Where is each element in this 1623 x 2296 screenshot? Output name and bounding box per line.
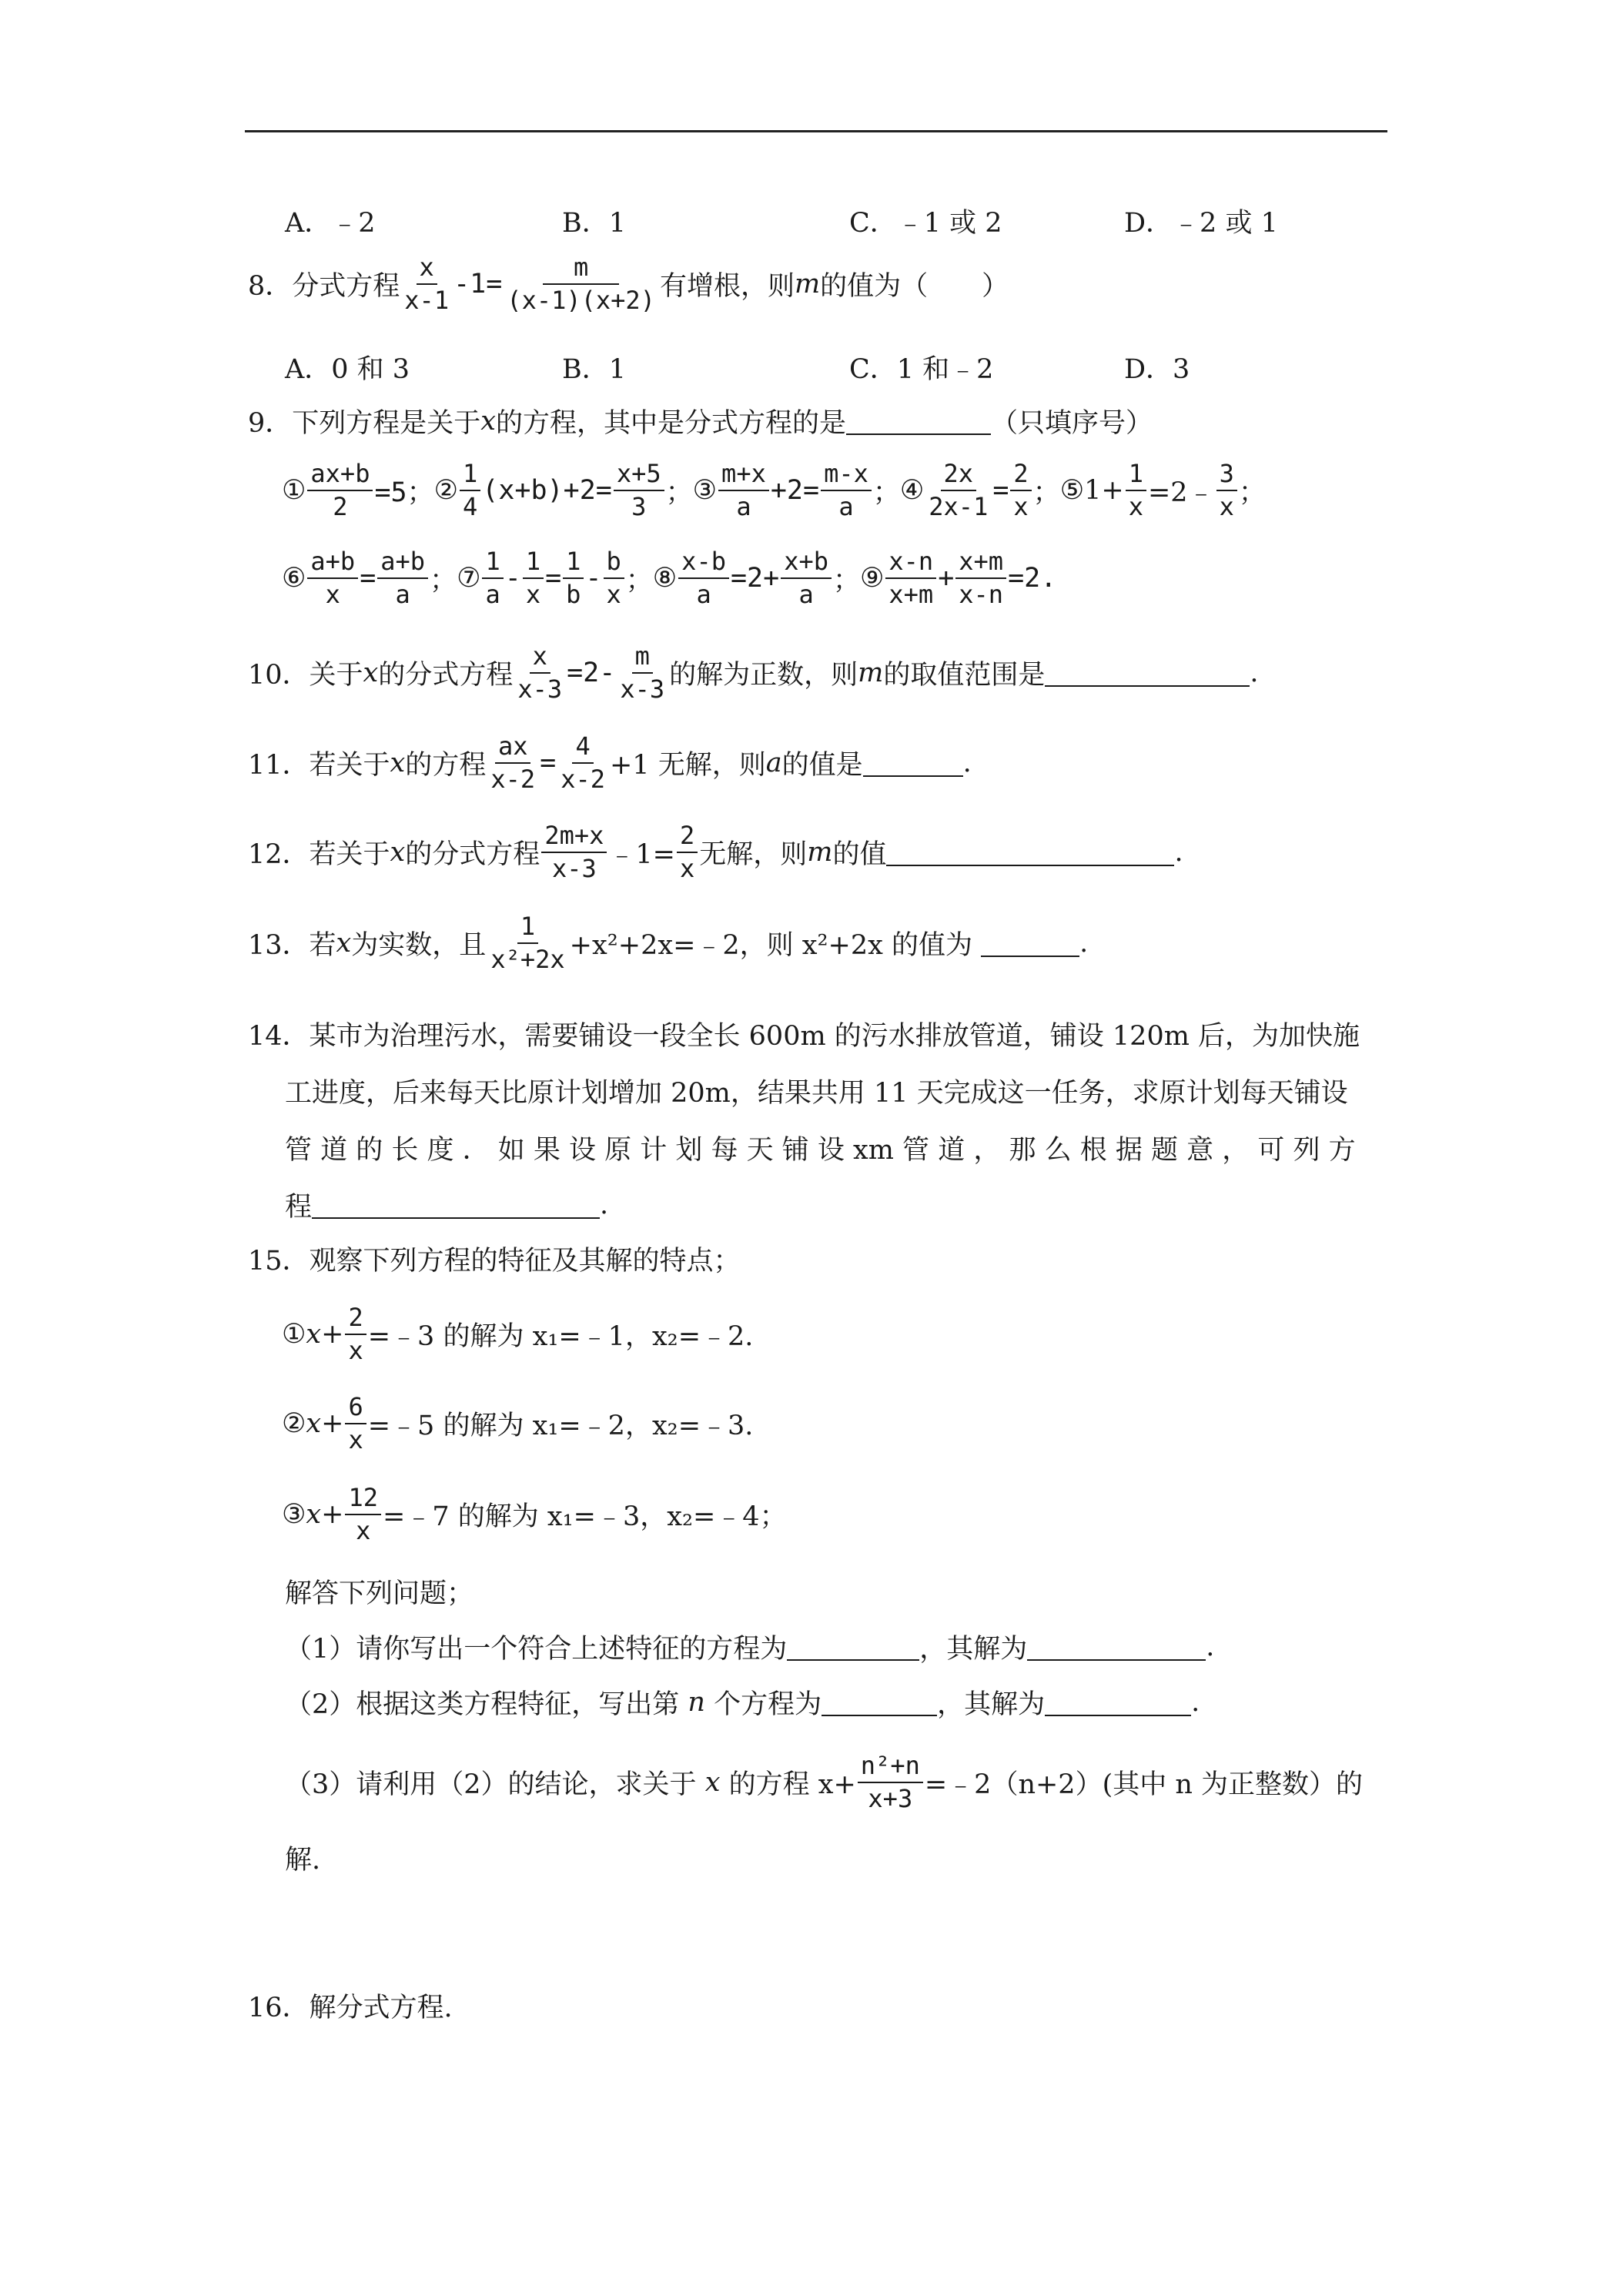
q15-example-3: ③ x+ $\frac{12}{x}$ =﹣7 的解为 x₁=﹣3，x₂=﹣4； [282, 1483, 787, 1546]
q7-option-d: D．﹣2 或 1 [1124, 208, 1278, 239]
q15-intro: 15．观察下列方程的特征及其解的特点； [248, 1246, 741, 1277]
q14-line-1: 14．某市为治理污水，需要铺设一段全长 600m 的污水排放管道，铺设 120m 后，为加快施 [248, 1021, 1360, 1052]
q7-option-b: B．1 [562, 208, 626, 239]
q7-option-a: A．﹣2 [285, 208, 376, 239]
q12-answer-blank[interactable] [886, 838, 1174, 866]
q8-option-a: A．0 和 3 [285, 354, 410, 385]
q15-part-3: （3）请利用（2）的结论，求关于 x 的方程 x+ $\frac{\text{n²+n}}{x+3}$ =﹣2（n+2）(其中 n 为正整数）的 [285, 1751, 1364, 1814]
q14-line-2: 工进度，后来每天比原计划增加 20m，结果共用 11 天完成这一任务，求原计划每天铺设 [285, 1078, 1348, 1109]
q14-line-4: 程 . [285, 1190, 609, 1223]
q9-equations-row-1: ① $\frac{ax+b}{2}$ =5； ② $\frac{1}{4}$ (x+b)+2= $\frac{x+5}{3}$ ； ③ $\frac{m+x}{a}$ +2= $\frac{m-x}{a}$ ； ④ $\frac{2x}{2x-1}$ = $\frac{2}{x}$ ； ⑤ 1+ $\frac{1}{x}$ =2﹣ $\frac{3}{x}$ ； [282, 459, 1266, 522]
q11-stem: 11．若关于 x 的方程 $\frac{ax}{x-2}$ = $\frac{4}{x-2}$ +1 无解，则 a 的值是 . [248, 731, 972, 795]
q14-line-3: 管 道 的 长 度 ． 如 果 设 原 计 划 每 天 铺 设 xm 管 道 ， 那 么 根 据 题 意 ， 可 列 方 [285, 1135, 1356, 1166]
q8-stem: 8．分式方程 $\frac{x}{x-1}$ -1= $\frac{m}{(x-1)(x+2)}$ 有增根，则 m 的值为（ ） [248, 253, 1009, 316]
header-rule [245, 130, 1387, 132]
q8-fraction-2: $\frac{m}{(x-1)(x+2)}$ [507, 253, 655, 316]
q9-answer-blank[interactable] [846, 407, 991, 435]
q12-stem: 12．若关于 x 的分式方程 $\frac{2m+x}{x-3}$ ﹣1= $\frac{2}{x}$ 无解，则 m 的值 . [248, 821, 1183, 884]
q15-part1-solution-blank[interactable] [1027, 1633, 1206, 1661]
q8-fraction-1: $\frac{x}{x-1}$ [404, 253, 450, 316]
q10-stem: 10．关于 x 的分式方程 $\frac{x}{x-3}$ =2- $\frac{m}{x-3}$ 的解为正数，则 m 的取值范围是 . [248, 641, 1259, 705]
q9-stem: 9．下列方程是关于 x 的方程，其中是分式方程的是 （只填序号） [248, 406, 1153, 439]
q15-part-3-continued: 解. [285, 1845, 321, 1876]
q16-stem: 16．解分式方程. [248, 1993, 453, 2023]
q14-answer-blank[interactable] [312, 1191, 600, 1219]
q15-part1-equation-blank[interactable] [787, 1633, 919, 1661]
q15-part-1: （1）请你写出一个符合上述特征的方程为 ，其解为 . [285, 1632, 1215, 1665]
q15-part2-equation-blank[interactable] [822, 1689, 937, 1716]
q11-answer-blank[interactable] [863, 749, 963, 777]
q13-answer-blank[interactable] [981, 929, 1079, 957]
q15-part-2: （2）根据这类方程特征，写出第 n 个方程为 ，其解为 . [285, 1687, 1200, 1720]
q8-option-d: D．3 [1124, 354, 1190, 385]
q10-answer-blank[interactable] [1045, 659, 1250, 687]
q8-option-b: B．1 [562, 354, 626, 385]
q9-equations-row-2: ⑥ $\frac{a+b}{x}$ = $\frac{a+b}{a}$ ； ⑦ $\frac{1}{a}$ - $\frac{1}{x}$ = $\frac{1}{b}$ - $\frac{b}{x}$ ； ⑧ $\frac{x-b}{a}$ =2+ $\frac{x+b}{a}$ ； ⑨ $\frac{x-n}{x+m}$ + $\frac{x+m}{x-n}$ =2. [282, 547, 1057, 610]
q15-part2-solution-blank[interactable] [1045, 1689, 1191, 1716]
q8-option-c: C．1 和﹣2 [849, 354, 994, 385]
q7-option-c: C．﹣1 或 2 [849, 208, 1002, 239]
q13-stem: 13．若 x 为实数，且 $\frac{1}{\text{x²+2x}}$ +x²+2x=﹣2，则 x²+2x 的值为 . [248, 912, 1089, 975]
q15-answer-intro: 解答下列问题； [285, 1578, 474, 1609]
q15-example-1: ① x+ $\frac{2}{x}$ =﹣3 的解为 x₁=﹣1，x₂=﹣2. [282, 1303, 754, 1366]
q15-example-2: ② x+ $\frac{6}{x}$ =﹣5 的解为 x₁=﹣2，x₂=﹣3. [282, 1392, 754, 1455]
